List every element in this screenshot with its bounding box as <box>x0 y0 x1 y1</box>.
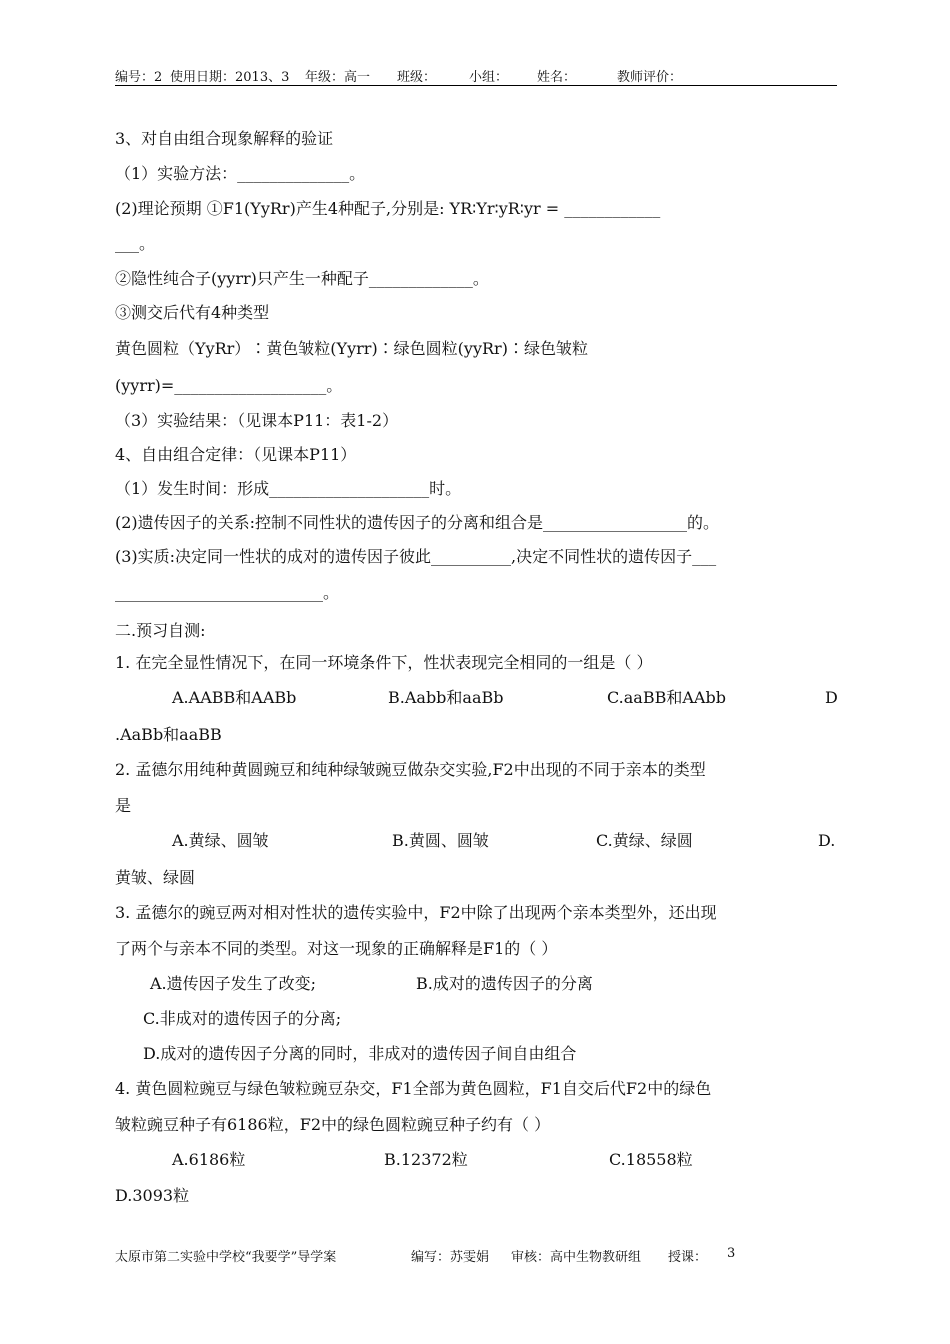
footer-lesson: 授课： <box>668 1250 708 1265</box>
question-4: 4. 黄色圆粒豌豆与绿色皱粒豌豆杂交，F1全部为黄色圆粒，F1自交后代F2中的绿色 <box>115 1079 712 1098</box>
q4-option-b: B.12372粒 <box>384 1150 468 1169</box>
header-date: 使用日期：2013、3 <box>170 70 290 85</box>
q1-option-d-cont: .AaBb和aaBB <box>115 725 222 744</box>
factor-relation: (2)遗传因子的关系:控制不同性状的遗传因子的分离和组合是__________________的。 <box>115 513 720 532</box>
question-3: 3. 孟德尔的豌豆两对相对性状的遗传实验中，F2中除了出现两个亲本类型外，还出现 <box>115 903 717 922</box>
q3-option-a: A.遗传因子发生了改变; <box>150 974 317 993</box>
q4-option-a: A.6186粒 <box>172 1150 246 1169</box>
footer-author: 编写：苏雯娟 <box>411 1250 490 1265</box>
q3-option-d: D.成对的遗传因子分离的同时，非成对的遗传因子间自由组合 <box>143 1044 577 1063</box>
q4-option-c: C.18558粒 <box>609 1150 693 1169</box>
header-group: 小组： <box>469 70 509 85</box>
q3-option-b: B.成对的遗传因子的分离 <box>416 974 593 993</box>
q3-option-c: C.非成对的遗传因子的分离; <box>143 1009 342 1028</box>
law-essence-cont: __________________________。 <box>115 583 340 602</box>
q1-option-c: C.aaBB和AAbb <box>607 688 726 707</box>
header-number: 编号：2 <box>115 70 163 85</box>
phenotype-ratio: 黄色圆粒（YyRr）∶黄色皱粒(Yyrr)∶绿色圆粒(yyRr)∶绿色皱粒 <box>115 339 588 358</box>
section-4-heading: 4、自由组合定律：（见课本P11） <box>115 445 357 464</box>
q4-option-d: D.3093粒 <box>115 1186 190 1205</box>
recessive-gamete: ②隐性纯合子(yyrr)只产生一种配子_____________。 <box>115 269 489 288</box>
testcross-types: ③测交后代有4种类型 <box>115 303 270 322</box>
phenotype-ratio-cont: (yyrr)=___________________。 <box>115 376 343 395</box>
header-rule <box>115 85 837 86</box>
footer-school: 太原市第二实验中学校“我要学”导学案 <box>115 1250 337 1265</box>
footer-page-number: 3 <box>727 1246 736 1261</box>
law-essence: (3)实质:决定同一性状的成对的遗传因子彼此__________,决定不同性状的遗传因子___ <box>115 547 717 566</box>
header-grade: 年级：高一 <box>305 70 371 85</box>
q1-option-d: D <box>825 688 838 707</box>
q2-option-b: B.黄圆、圆皱 <box>392 831 489 850</box>
q2-option-a: A.黄绿、圆皱 <box>172 831 269 850</box>
question-4-cont: 皱粒豌豆种子有6186粒，F2中的绿色圆粒豌豆种子约有（ ） <box>115 1115 551 1134</box>
header-class: 班级： <box>397 70 437 85</box>
footer-review: 审核：高中生物教研组 <box>511 1250 642 1265</box>
header-name: 姓名： <box>537 70 577 85</box>
experiment-method: （1）实验方法：______________。 <box>115 164 366 183</box>
section-preview-heading: 二.预习自测: <box>115 621 206 640</box>
experiment-result: （3）实验结果：（见课本P11：表1-2） <box>115 411 399 430</box>
theory-prediction: (2)理论预期 ①F1(YyRr)产生4种配子,分别是: YR∶Yr∶yR∶yr = ____________ <box>115 199 661 218</box>
question-2-cont: 是 <box>115 796 132 815</box>
question-3-cont: 了两个与亲本不同的类型。对这一现象的正确解释是F1的（ ） <box>115 939 558 958</box>
q1-option-b: B.Aabb和aaBb <box>388 688 504 707</box>
occurrence-time: （1）发生时间：形成____________________时。 <box>115 479 462 498</box>
q2-option-d: D. <box>818 831 836 850</box>
q2-option-d-cont: 黄皱、绿圆 <box>115 868 196 887</box>
question-2: 2. 孟德尔用纯种黄圆豌豆和纯种绿皱豌豆做杂交实验,F2中出现的不同于亲本的类型 <box>115 760 706 779</box>
question-1: 1. 在完全显性情况下，在同一环境条件下，性状表现完全相同的一组是（ ） <box>115 653 653 672</box>
q2-option-c: C.黄绿、绿圆 <box>596 831 693 850</box>
section-3-heading: 3、对自由组合现象解释的验证 <box>115 129 334 148</box>
theory-prediction-cont: ___。 <box>115 234 156 253</box>
header-teacher: 教师评价： <box>617 70 683 85</box>
q1-option-a: A.AABB和AABb <box>172 688 297 707</box>
